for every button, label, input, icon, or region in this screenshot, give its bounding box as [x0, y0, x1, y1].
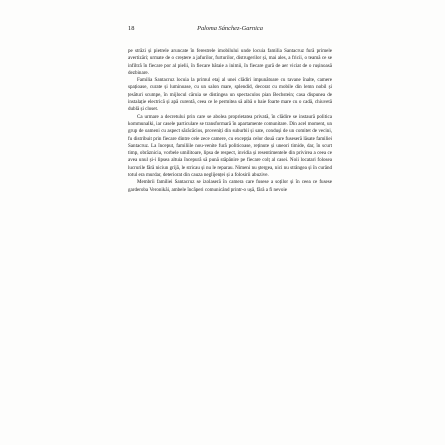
paragraph: Ca urmare a decretului prin care se abolea proprietatea privată, în clădire se instaură politica kommunalki, iar casele particulare se transformară în apartamente comunitare. Din acel moment, un grup de oameni cu aspect sărăcăcios, proveniți din suburbii și sate, conduși de un comitet de vecini, fu distribuit prin fiecare dintre cele zece camere, cu excepția celor două care fuseseră lăsate familiei Santacruz. La început, familiile nou-venite fură politicoase, reținute și uneori timide, dar, în scurt timp, obrăznicia, vorbele umilitoare, lipsa de respect, invidia și resentimentele din privirea a ceea ce avea unul și-i lipsea altuia începură să pună stăpânire pe fiecare colț al casei. Noii locatari folosea lucrurile fără niciun grijă, le stricau și nu le reparau. Nimeni nu ștergea, nici nu strângea și în curând totul era murdar, deteriorat din cauza neglijenței și a folosirii abuzive. — [128, 113, 332, 179]
paragraph: pe străzi și pietrele aruncate în ferestrele imobilului unde locuia familia Santacruz fură primele avertizări; urmate de o creștere a jafurilor, furturilor, distrugerilor și, mai ales, a fricii, o teamă ce se infiltră în fiecare por al pielii, în fiecare bătaie a inimii, în fiecare gură de aer viciat de o rușinoasă dezbinare. — [128, 48, 332, 76]
paragraph: Membrii familiei Santacruz se izolaseră în camera care fusese a soților și în ceea ce fusese garderoba Veronikăi, ambele încăperi comunicând printr-o ușă, fără a fi nevoie — [128, 179, 332, 193]
page-number: 18 — [128, 25, 135, 32]
body-text — [128, 48, 332, 433]
running-title: Paloma Sánchez-Garnica — [197, 25, 263, 32]
page-header — [128, 25, 332, 37]
paragraph: Familia Santacruz locuia la primul etaj al unei clădiri impunătoare cu tavane înalte, camere spațioase, curate și luminoase, cu un salon mare, splendid, decorat cu mobile din lemn nobil și țesături scumpe, în mijlocul căruia se distingea un spectaculos pian Bechstein; casa dispunea de instalație electrică și apă curentă, ceea ce le permitea să aibă o baie foarte mare cu o cadă, chiuvetă dublă și closet. — [128, 77, 332, 113]
